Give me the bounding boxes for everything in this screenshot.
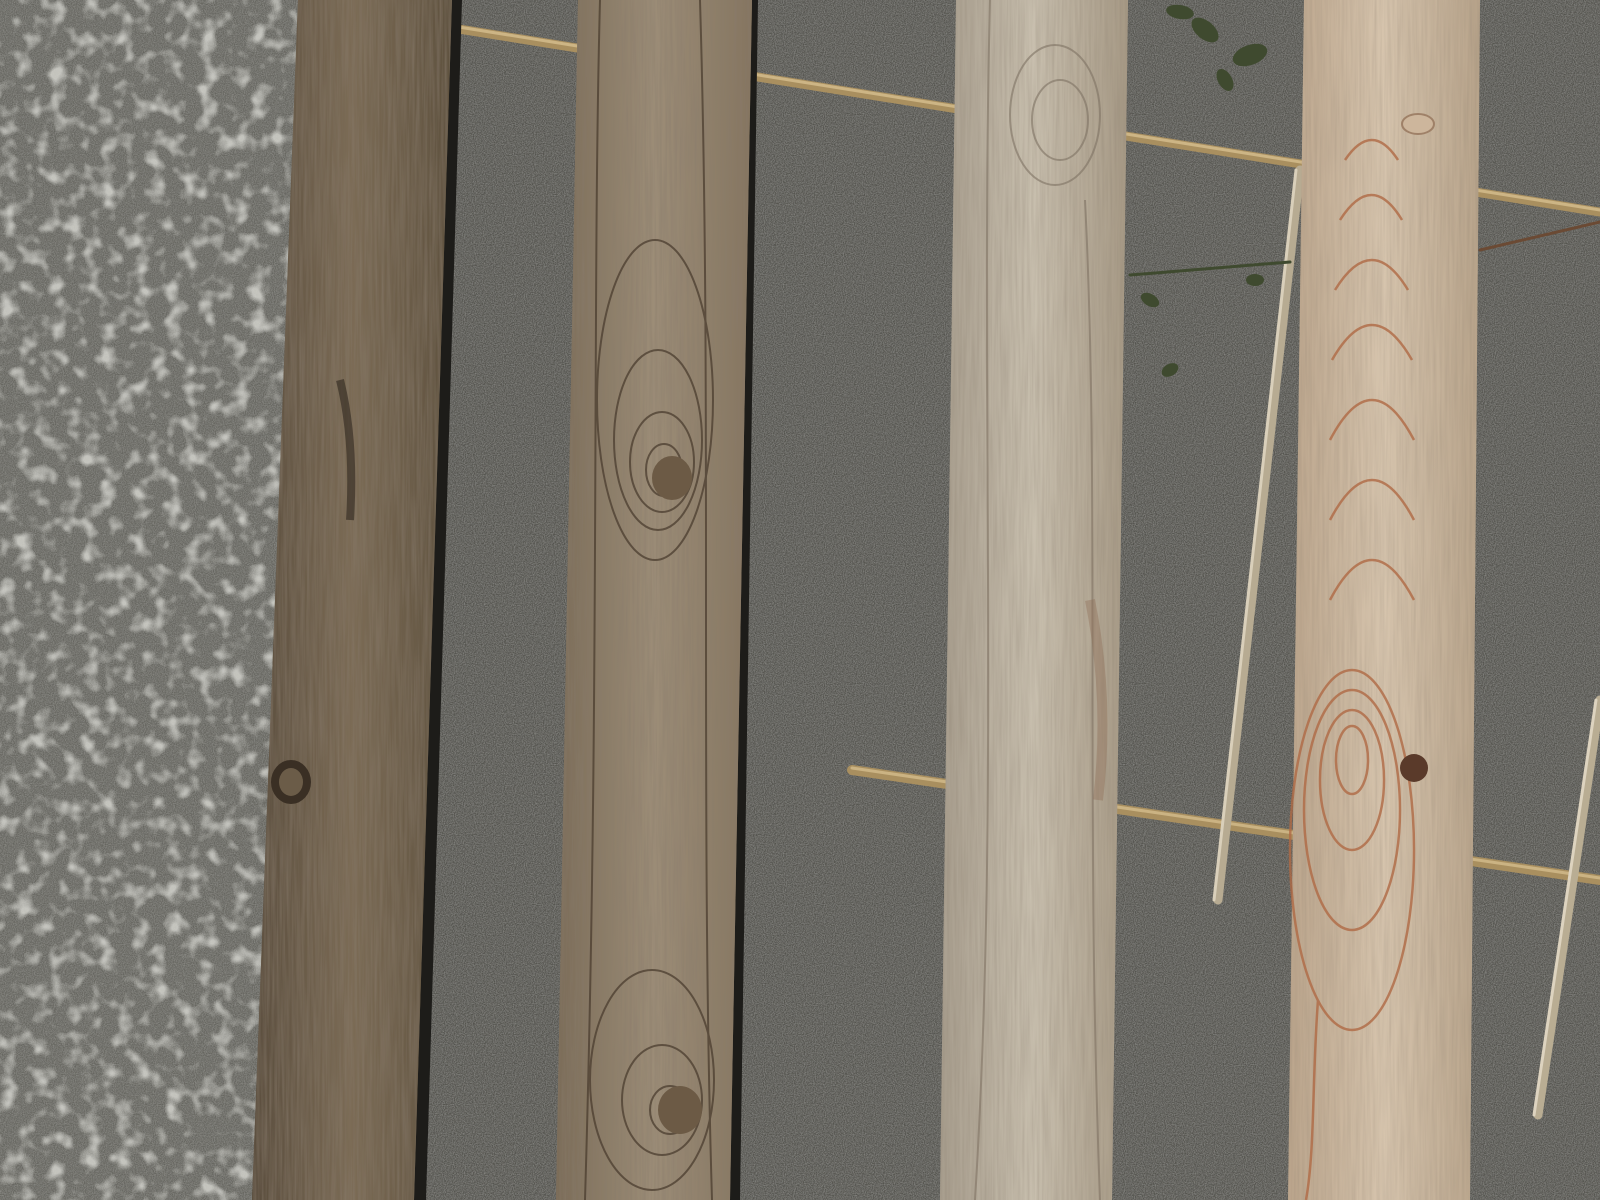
knot	[652, 456, 692, 500]
knot	[658, 1086, 702, 1134]
knot	[1402, 114, 1434, 134]
plank-pale-grey	[940, 0, 1128, 1200]
plank-knotted	[556, 0, 752, 1200]
knot	[1400, 754, 1428, 782]
plank-red-grain	[1288, 0, 1480, 1200]
